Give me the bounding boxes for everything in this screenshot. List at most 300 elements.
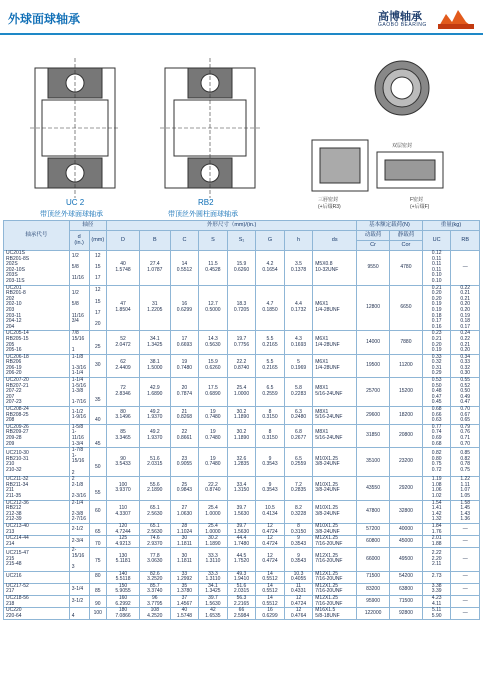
cell-ds: M12X1.25 7/16-20UNF: [313, 536, 357, 548]
cell-rb: 0.24 0.22 0.21 0.20: [451, 331, 480, 354]
cell-uc: 0.82 0.80 0.75 0.72: [422, 448, 451, 477]
cell-in: 7/8 15/16 1: [69, 331, 89, 354]
cell-code: UC218-56 218: [4, 596, 70, 608]
cell-S: 12.7 0.5000: [199, 285, 228, 331]
flinger-seal-label: F密封: [410, 197, 424, 203]
cell-mm: 12 15 17: [89, 251, 107, 286]
cell-B: 27.4 1.0787: [139, 251, 170, 286]
cell-code: UC211-32 RB211-34 211 211-35: [4, 477, 70, 500]
col-header-cr: Cr: [357, 241, 390, 251]
cell-B: 77.8 3.0630: [139, 548, 170, 571]
cell-C: 14 0.5512: [170, 251, 199, 286]
cell-B: 74.6 2.9370: [139, 536, 170, 548]
cell-cor: 20800: [390, 424, 423, 447]
cell-code: UC214-44 214: [4, 536, 70, 548]
cell-ds: M10X1.25 3/8-24UNF: [313, 523, 357, 535]
cell-S: 33.3 1.3110: [199, 571, 228, 583]
cell-cor: 11200: [390, 354, 423, 377]
col-header-C: C: [170, 231, 199, 251]
cell-C: 19 0.7480: [170, 354, 199, 377]
cell-C: 23 0.9055: [170, 448, 199, 477]
cell-S1: 39.7 1.5630: [227, 500, 256, 523]
cell-D: 100 3.9370: [107, 477, 140, 500]
cell-rb: 0.70 0.67 0.65: [451, 407, 480, 425]
table-row: [4, 477, 480, 500]
cell-rb: —: [451, 536, 480, 548]
cell-D: 120 4.7244: [107, 523, 140, 535]
cell-uc: 1.84 1.76: [422, 523, 451, 535]
cell-G: 9 0.3543: [256, 448, 285, 477]
cell-code: UC216: [4, 571, 70, 583]
table-row: [4, 407, 480, 425]
col-header-G: G: [256, 231, 285, 251]
cell-S: 15.9 0.6260: [199, 354, 228, 377]
cell-cor: 49500: [390, 548, 423, 571]
cell-mm: 100: [89, 608, 107, 620]
cell-in: 3-1/2: [69, 596, 89, 608]
col-header-dims: 外形尺寸（mm)/(in.): [107, 221, 357, 231]
cell-h: 5 0.1969: [284, 354, 313, 377]
cell-rb: 0.79 0.76 0.71 0.70: [451, 424, 480, 447]
cell-S1: 39.7 1.5630: [227, 523, 256, 535]
cell-rb: 0.85 0.82 0.78 0.75: [451, 448, 480, 477]
cell-cr: 71500: [357, 571, 390, 583]
cell-h: 12 0.4764: [284, 608, 313, 620]
cell-cor: 40000: [390, 523, 423, 535]
cell-code: UC209-26 RB209-27 209-28 209: [4, 424, 70, 447]
col-header-S1: S₁: [227, 231, 256, 251]
cell-cr: 66000: [357, 548, 390, 571]
cell-ds: M8X1 5/16-24UNF: [313, 407, 357, 425]
cell-rb: —: [451, 548, 480, 571]
cell-C: 35 1.3780: [170, 583, 199, 595]
cell-ds: M12X1.25 7/16-20UNF: [313, 548, 357, 571]
cell-C: 27 1.0630: [170, 500, 199, 523]
cell-in: 1/2 5/8 11/16: [69, 251, 89, 286]
cell-S: 22.2 0.8740: [199, 477, 228, 500]
cell-cr: 19500: [357, 354, 390, 377]
cell-D: 180 7.0866: [107, 608, 140, 620]
cell-G: 5.5 0.2165: [256, 354, 285, 377]
flinger-seal-suffix: (+后缀F): [410, 204, 430, 210]
cell-mm: 45: [89, 424, 107, 447]
cell-S: 14.3 0.5630: [199, 331, 228, 354]
cell-D: 52 2.0472: [107, 331, 140, 354]
cell-code: UC213-40 213: [4, 523, 70, 535]
cell-rb: —: [451, 583, 480, 595]
col-header-static: 静载荷: [390, 231, 423, 241]
cell-cr: 122000: [357, 608, 390, 620]
cell-h: 9 0.3543: [284, 548, 313, 571]
cell-rb: —: [451, 571, 480, 583]
cell-B: 85.7 3.3740: [139, 583, 170, 595]
cell-code: UC212-36 RB212 212-38 212-39: [4, 500, 70, 523]
table-row: [4, 523, 480, 535]
cell-S1: 44.4 1.7480: [227, 536, 256, 548]
cell-ds: M12X1.25 7/16-20UNF: [313, 583, 357, 595]
cell-ds: M6X1 1/4-28UNF: [313, 285, 357, 331]
cell-S1: 25.4 1.0000: [227, 378, 256, 407]
cell-ds: M6X1 1/4-28UNF: [313, 354, 357, 377]
cell-G: 14 0.5512: [256, 583, 285, 595]
table-row: [4, 583, 480, 595]
cell-G: 12 0.4724: [256, 523, 285, 535]
cell-code: UC215-47 215 215-48: [4, 548, 70, 571]
col-header-B: B: [139, 231, 170, 251]
cell-S: 30.2 1.1890: [199, 536, 228, 548]
cell-uc: 2.01 1.88: [422, 536, 451, 548]
cell-uc: 0.53 0.50 0.48 0.47 0.45: [422, 378, 451, 407]
table-row: [4, 354, 480, 377]
cell-G: 5.5 0.2165: [256, 331, 285, 354]
cell-C: 37 1.4567: [170, 596, 199, 608]
cell-rb: 0.22 0.21 0.21 0.20 0.20 0.19 0.18 0.17: [451, 285, 480, 331]
col-header-h: h: [284, 231, 313, 251]
cell-code: UC210-30 RB210-31 210 210-32: [4, 448, 70, 477]
cell-C: 40 1.5748: [170, 608, 199, 620]
brand-logo-icon: [436, 8, 476, 30]
cell-mm: 80: [89, 571, 107, 583]
cell-cor: 45000: [390, 536, 423, 548]
bearing-spec-table: [3, 220, 480, 620]
cell-cor: 71500: [390, 596, 423, 608]
cell-ds: M8X1 5/16-24UNF: [313, 424, 357, 447]
cell-h: 5.8 0.2283: [284, 378, 313, 407]
cell-rb: —: [451, 608, 480, 620]
table-row: [4, 424, 480, 447]
cell-code: UC217-52 217: [4, 583, 70, 595]
cell-mm: 65: [89, 523, 107, 535]
cell-B: 42.9 1.6890: [139, 378, 170, 407]
cell-rb: —: [451, 523, 480, 535]
cell-D: 47 1.8504: [107, 285, 140, 331]
cell-S1: 30.2 1.1890: [227, 407, 256, 425]
cell-cor: 54200: [390, 571, 423, 583]
cell-cor: 15200: [390, 378, 423, 407]
cell-G: 9 0.3543: [256, 477, 285, 500]
cell-ds: M10X1.25 3/8-24UNF: [313, 477, 357, 500]
cell-G: 4.2 0.1654: [256, 251, 285, 286]
cell-C: 21 0.8268: [170, 407, 199, 425]
cell-B: 38.1 1.5000: [139, 354, 170, 377]
cell-mm: 60: [89, 500, 107, 523]
table-row: [4, 596, 480, 608]
cell-D: 80 3.1496: [107, 407, 140, 425]
col-header-ds: ds: [313, 231, 357, 251]
cell-rb: 0.55 0.52 0.50 0.49 0.47: [451, 378, 480, 407]
brand-name-en: GAOBO BEARING: [378, 22, 427, 28]
cell-in: 2-3/4: [69, 536, 89, 548]
header-divider: [0, 33, 483, 35]
cell-S: 17.5 0.6890: [199, 378, 228, 407]
cell-ds: M16X1.5 5/8-18UNF: [313, 608, 357, 620]
cell-ds: M12X1.25 7/16-20UNF: [313, 596, 357, 608]
lip-seal-detail-icon: [310, 138, 370, 193]
table-row: [4, 378, 480, 407]
cell-S: 19 0.7480: [199, 424, 228, 447]
cell-cr: 14000: [357, 331, 390, 354]
cell-S1: 18.3 0.7205: [227, 285, 256, 331]
cell-in: 2-1/2: [69, 523, 89, 535]
cell-in: 1-1/2 1-9/16: [69, 407, 89, 425]
cell-cor: 7880: [390, 331, 423, 354]
lip-seal-label: 三唇密封: [318, 197, 339, 203]
cell-S1: 49.3 1.9410: [227, 571, 256, 583]
col-header-code: 轴承代号: [4, 221, 70, 251]
lip-seal-suffix: (+后缀R3): [318, 204, 341, 210]
cell-C: 33 1.2992: [170, 571, 199, 583]
cell-G: 6.5 0.2559: [256, 378, 285, 407]
cell-uc: 1.54 1.41 1.42 1.32: [422, 500, 451, 523]
cell-S: 39.7 1.5630: [199, 596, 228, 608]
cell-B: 34.1 1.3425: [139, 331, 170, 354]
cell-cor: 23200: [390, 448, 423, 477]
col-header-weight: 重量(kg): [422, 221, 479, 231]
uc-bearing-drawing-icon: [30, 58, 120, 198]
cell-B: 51.6 2.0315: [139, 448, 170, 477]
cell-S1: 51.6 2.0315: [227, 583, 256, 595]
cell-mm: 12 15 17 20: [89, 285, 107, 331]
cell-S1: 32.6 1.2835: [227, 448, 256, 477]
cell-C: 30 1.1811: [170, 548, 199, 571]
seal-label: 双层密封: [392, 143, 413, 149]
cell-rb: 1.58 1.45 1.43 1.36: [451, 500, 480, 523]
cell-uc: 0.77 0.74 0.69 0.68: [422, 424, 451, 447]
cell-G: 14 0.5512: [256, 596, 285, 608]
col-header-shaft: 轴径: [69, 221, 106, 231]
table-row: [4, 608, 480, 620]
col-header-dynamic: 动载荷: [357, 231, 390, 241]
table-row: [4, 500, 480, 523]
cell-in: 1/2 5/8 11/16 3/4: [69, 285, 89, 331]
cell-uc: 3.38 3.39: [422, 583, 451, 595]
cell-cr: 57200: [357, 523, 390, 535]
col-header-cor: Cor: [390, 241, 423, 251]
cell-cor: 4780: [390, 251, 423, 286]
table-row: [4, 448, 480, 477]
cell-h: 4.4 0.1732: [284, 285, 313, 331]
cell-ds: M12X1.25 7/16-20UNF: [313, 571, 357, 583]
cell-in: 1-1/4 1-5/16 1-3/8 1-7/16: [69, 378, 89, 407]
cell-S: 25.4 1.0000: [199, 523, 228, 535]
cell-S: 19 0.7480: [199, 448, 228, 477]
cell-ds: M8X1 5/16-24UNF: [313, 378, 357, 407]
table-row: [4, 571, 480, 583]
cell-mm: 40: [89, 407, 107, 425]
cell-in: 3-1/4: [69, 583, 89, 595]
cell-h: 9 0.3543: [284, 536, 313, 548]
cell-h: 11 0.4331: [284, 583, 313, 595]
cell-C: 17 0.6693: [170, 331, 199, 354]
cell-S: 33.3 1.3110: [199, 548, 228, 571]
cell-uc: 2.22 2.20 2.11: [422, 548, 451, 571]
col-header-mm: (mm): [89, 231, 107, 251]
cell-G: 8 0.3150: [256, 424, 285, 447]
cell-B: 65.1 2.5630: [139, 523, 170, 535]
cell-cr: 95900: [357, 596, 390, 608]
cell-mm: 35: [89, 378, 107, 407]
cell-G: 12 0.4724: [256, 548, 285, 571]
cell-G: 14 0.5512: [256, 571, 285, 583]
rb-caption: RB2: [198, 198, 214, 207]
table-row: [4, 251, 480, 286]
cell-code: UC201S RB201-8S 202S 202-10S 203S 203-11S: [4, 251, 70, 286]
cell-S: 19 0.7480: [199, 407, 228, 425]
cell-uc: 1.19 1.08 1.06 1.02: [422, 477, 451, 500]
cell-code: UC207-20 RB207-21 207-22 207 207-23: [4, 378, 70, 407]
uc-subcaption: 带顶丝外球面球轴承: [40, 211, 103, 218]
cell-S1: 15.9 0.6260: [227, 251, 256, 286]
cell-h: 6.5 0.2559: [284, 448, 313, 477]
brand-name: 高博轴承: [378, 11, 422, 23]
cell-cr: 43550: [357, 477, 390, 500]
cell-C: 22 0.8661: [170, 424, 199, 447]
cell-mm: 50: [89, 448, 107, 477]
cell-h: 7.2 0.2835: [284, 477, 313, 500]
cell-cor: 32800: [390, 500, 423, 523]
cell-uc: 0.33 0.32 0.31 0.29: [422, 354, 451, 377]
uc-caption: UC 2: [66, 198, 85, 207]
cell-D: 130 5.1181: [107, 548, 140, 571]
cell-C: 20 0.7874: [170, 378, 199, 407]
cell-B: 65.1 2.5630: [139, 500, 170, 523]
cell-uc: 0.68 0.66 0.63: [422, 407, 451, 425]
cell-in: 2-1/4 2-3/8 2-7/16: [69, 500, 89, 523]
cell-cor: 29200: [390, 477, 423, 500]
cell-in: 4: [69, 608, 89, 620]
cell-cor: 63800: [390, 583, 423, 595]
cell-D: 62 2.4409: [107, 354, 140, 377]
col-header-S: S: [199, 231, 228, 251]
cell-h: 8.2 0.3228: [284, 500, 313, 523]
cell-S: 25.4 1.0000: [199, 500, 228, 523]
cell-h: 8 0.3150: [284, 523, 313, 535]
table-row: [4, 548, 480, 571]
cell-B: 49.2 1.9370: [139, 424, 170, 447]
cell-cr: 9550: [357, 251, 390, 286]
cell-cr: 29600: [357, 407, 390, 425]
cell-S: 42 1.6535: [199, 608, 228, 620]
table-row: [4, 331, 480, 354]
cell-in: 1-1/8 1-3/16 1-1/4: [69, 354, 89, 377]
cell-G: 16 0.6299: [256, 608, 285, 620]
col-header-rb: RB: [451, 231, 480, 251]
rb-subcaption: 带顶丝外圆柱面球轴承: [168, 211, 238, 218]
cell-C: 30 1.1811: [170, 536, 199, 548]
cell-cr: 60800: [357, 536, 390, 548]
cell-B: 49.2 1.9370: [139, 407, 170, 425]
cell-cr: 83200: [357, 583, 390, 595]
cell-h: 6.8 0.2677: [284, 424, 313, 447]
cell-cr: 47800: [357, 500, 390, 523]
cell-in: 1-5/8 1-11/16 1-3/4: [69, 424, 89, 447]
cell-S1: 19.7 0.7756: [227, 331, 256, 354]
cell-D: 140 5.5118: [107, 571, 140, 583]
cell-ds: M6X1 1/4-28UNF: [313, 331, 357, 354]
cell-ds: M5X0.8 10-32UNF: [313, 251, 357, 286]
cell-cr: 35100: [357, 448, 390, 477]
cell-ds: M10X1.25 3/8-24UNF: [313, 448, 357, 477]
cell-C: 16 0.6299: [170, 285, 199, 331]
cell-mm: 85: [89, 583, 107, 595]
cell-code: UC201 RB201-8 202 202-10 203 203-11 204-12 204: [4, 285, 70, 331]
cell-cr: 31850: [357, 424, 390, 447]
cell-B: 82.6 3.2520: [139, 571, 170, 583]
cell-D: 40 1.5748: [107, 251, 140, 286]
cell-S1: 56.3 2.2165: [227, 596, 256, 608]
cell-G: 12 0.4724: [256, 536, 285, 548]
cell-mm: 55: [89, 477, 107, 500]
cell-C: 25 0.9843: [170, 477, 199, 500]
cell-uc: 5.11 5.90: [422, 608, 451, 620]
cell-C: 28 1.1024: [170, 523, 199, 535]
cell-in: [69, 571, 89, 583]
cell-in: 2 2-1/8 2-3/16: [69, 477, 89, 500]
cell-code: UC205-14 RB205-15 205 205-16: [4, 331, 70, 354]
page-title: 外球面球轴承: [8, 12, 81, 26]
cell-h: 4.3 0.1693: [284, 331, 313, 354]
cell-uc: 0.23 0.21 0.20 0.19: [422, 331, 451, 354]
cell-h: 6.3 0.2480: [284, 407, 313, 425]
cell-in: 2-15/16 3: [69, 548, 89, 571]
cell-B: 55.6 2.1890: [139, 477, 170, 500]
cell-S1: 22.2 0.8740: [227, 354, 256, 377]
cell-h: 12 0.4724: [284, 596, 313, 608]
cell-uc: 2.73: [422, 571, 451, 583]
cell-B: 108 4.2520: [139, 608, 170, 620]
cell-S1: 33.4 1.3150: [227, 477, 256, 500]
cell-cor: 92800: [390, 608, 423, 620]
cell-in: 1-7/8 1-15/16 2: [69, 448, 89, 477]
rb-bearing-drawing-icon: [160, 58, 260, 198]
cell-mm: 25: [89, 331, 107, 354]
cell-S1: 66 2.5984: [227, 608, 256, 620]
cell-cr: 12800: [357, 285, 390, 331]
cell-D: 125 4.9213: [107, 536, 140, 548]
cell-rb: —: [451, 251, 480, 286]
cell-S1: 44.5 1.7520: [227, 548, 256, 571]
cell-B: 31 1.2205: [139, 285, 170, 331]
cell-h: 10.3 0.4055: [284, 571, 313, 583]
page-header: [0, 0, 483, 36]
table-row: [4, 285, 480, 331]
table-row: [4, 536, 480, 548]
table-body: [4, 251, 480, 620]
cell-uc: 0.21 0.20 0.20 0.19 0.19 0.18 0.17 0.16: [422, 285, 451, 331]
cell-mm: 75: [89, 548, 107, 571]
cell-uc: 0.12 0.11 0.11 0.11 0.10 0.10: [422, 251, 451, 286]
cell-ds: M10X1.25 3/8-24UNF: [313, 500, 357, 523]
cell-code: UC220 220-64: [4, 608, 70, 620]
cell-mm: 90: [89, 596, 107, 608]
cell-rb: 0.34 0.33 0.32 0.30: [451, 354, 480, 377]
cell-D: 85 3.3465: [107, 424, 140, 447]
cell-S: 34.1 1.3425: [199, 583, 228, 595]
cell-cr: 25700: [357, 378, 390, 407]
bearing-drawings: [0, 38, 483, 228]
cell-D: 160 6.2992: [107, 596, 140, 608]
cell-cor: 6650: [390, 285, 423, 331]
col-header-load: 基本额定载荷(N): [357, 221, 423, 231]
cell-rb: 1.22 1.11 1.07 1.05: [451, 477, 480, 500]
cell-D: 150 5.9055: [107, 583, 140, 595]
cell-code: UC206-18 RB206 206-19 206-20: [4, 354, 70, 377]
cell-mm: 30: [89, 354, 107, 377]
cell-D: 72 2.8346: [107, 378, 140, 407]
cell-S1: 30.2 1.1890: [227, 424, 256, 447]
bearing-3d-icon: [372, 58, 432, 118]
cell-h: 3.5 0.1378: [284, 251, 313, 286]
